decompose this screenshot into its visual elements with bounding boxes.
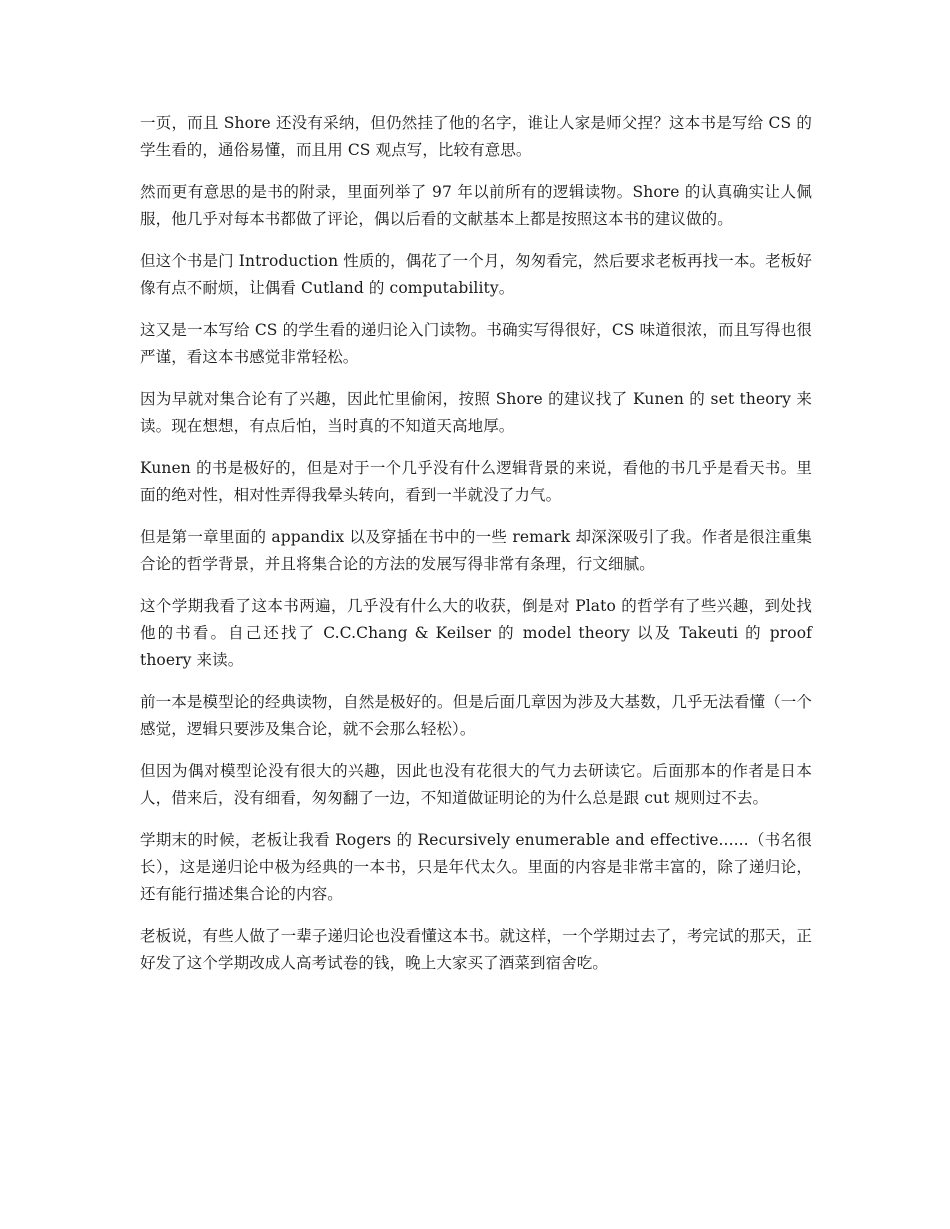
paragraph: Kunen 的书是极好的，但是对于一个几乎没有什么逻辑背景的来说，看他的书几乎是看天书。里面的绝对性，相对性弄得我晕头转向，看到一半就没了力气。 [140,459,812,504]
paragraph: 但是第一章里面的 appandix 以及穿插在书中的一些 remark 却深深吸引了我。作者是很注重集合论的哲学背景，并且将集合论的方法的发展写得非常有条理，行文细腻。 [140,528,812,573]
paragraph: 前一本是模型论的经典读物，自然是极好的。但是后面几章因为涉及大基数，几乎无法看懂（一个感觉，逻辑只要涉及集合论，就不会那么轻松）。 [140,693,812,738]
paragraph: 老板说，有些人做了一辈子递归论也没看懂这本书。就这样，一个学期过去了，考完试的那天，正好发了这个学期改成人高考试卷的钱，晚上大家买了酒菜到宿舍吃。 [140,927,812,972]
paragraph: 这又是一本写给 CS 的学生看的递归论入门读物。书确实写得很好，CS 味道很浓，而且写得也很严谨，看这本书感觉非常轻松。 [140,321,812,366]
paragraph: 然而更有意思的是书的附录，里面列举了 97 年以前所有的逻辑读物。Shore 的认真确实让人佩服，他几乎对每本书都做了评论，偶以后看的文献基本上都是按照这本书的建议做的。 [140,183,812,228]
paragraph: 但因为偶对模型论没有很大的兴趣，因此也没有花很大的气力去研读它。后面那本的作者是日本人，借来后，没有细看，匆匆翻了一边，不知道做证明论的为什么总是跟 cut 规则过不去。 [140,762,812,807]
paragraph: 这个学期我看了这本书两遍，几乎没有什么大的收获，倒是对 Plato 的哲学有了些兴趣，到处找他的书看。自己还找了 C.C.Chang & Keilser 的 model theory 以及 Takeuti 的 proof thoery 来读。 [140,597,812,669]
paragraph: 但这个书是门 Introduction 性质的，偶花了一个月，匆匆看完，然后要求老板再找一本。老板好像有点不耐烦，让偶看 Cutland 的 computability。 [140,252,812,297]
paragraph: 学期末的时候，老板让我看 Rogers 的 Recursively enumerable and effective......（书名很长），这是递归论中极为经典的一本书，只是年代太久。里面的内容是非常丰富的，除了递归论，还有能行描述集合论的内容。 [140,831,812,903]
paragraph: 因为早就对集合论有了兴趣，因此忙里偷闲，按照 Shore 的建议找了 Kunen 的 set theory 来读。现在想想，有点后怕，当时真的不知道天高地厚。 [140,390,812,435]
document-body [140,110,812,992]
paragraph: 一页，而且 Shore 还没有采纳，但仍然挂了他的名字，谁让人家是师父捏？这本书是写给 CS 的学生看的，通俗易懂，而且用 CS 观点写，比较有意思。 [140,114,812,159]
